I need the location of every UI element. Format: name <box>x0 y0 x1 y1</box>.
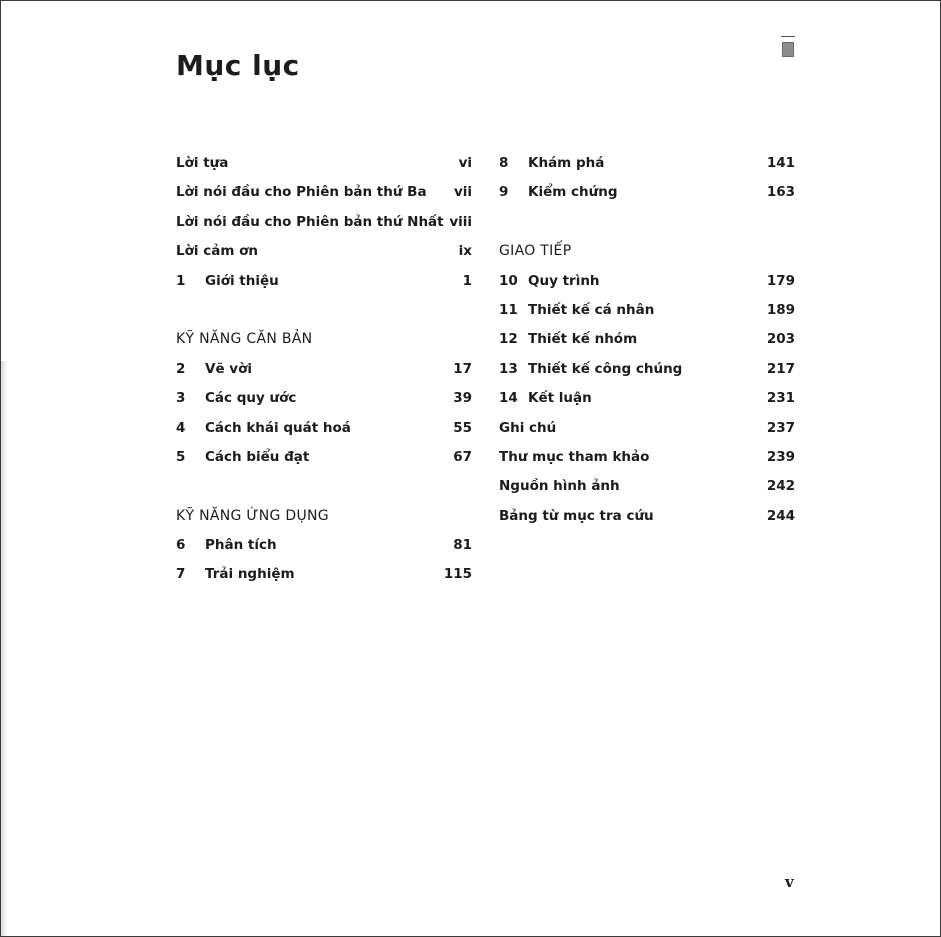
toc-entry-page-number: 1 <box>462 272 472 289</box>
page-folio: v <box>785 873 794 891</box>
page-title: Mục lục <box>176 49 300 82</box>
toc-left-column <box>176 149 472 590</box>
toc-section-heading: KỸ NĂNG CĂN BẢN <box>176 331 313 348</box>
toc-entry <box>499 178 795 207</box>
toc-entry <box>499 355 795 384</box>
toc-spacer <box>499 208 795 237</box>
toc-entry-page-number: 39 <box>453 390 472 407</box>
toc-entry-label: Cách khái quát hoá <box>205 419 351 436</box>
toc-entry <box>499 384 795 413</box>
toc-entry-number: 5 <box>176 448 186 465</box>
toc-entry-label: Nguồn hình ảnh <box>499 478 620 495</box>
toc-entry <box>499 502 795 531</box>
toc-entry-number: 9 <box>499 184 509 201</box>
toc-entry <box>176 267 472 296</box>
toc-entry-number: 14 <box>499 390 518 407</box>
toc-entry <box>499 296 795 325</box>
toc-entry <box>176 531 472 560</box>
toc-entry-label: Bảng từ mục tra cứu <box>499 507 654 524</box>
toc-spacer <box>176 472 472 501</box>
toc-entry-page-number: viii <box>449 213 472 230</box>
toc-entry-page-number: 242 <box>766 478 795 495</box>
toc-entry-label: Cách biểu đạt <box>205 448 310 465</box>
toc-entry-number: 3 <box>176 390 186 407</box>
toc-entry-label: Lời cảm ơn <box>176 243 258 260</box>
toc-entry <box>176 414 472 443</box>
toc-entry-number: 7 <box>176 566 186 583</box>
toc-entry-label: Quy trình <box>528 272 600 289</box>
toc-entry-label: Khám phá <box>528 155 605 171</box>
toc-entry-page-number: vi <box>458 155 472 171</box>
toc-section-heading: KỸ NĂNG ỨNG DỤNG <box>176 507 329 524</box>
toc-entry-page-number: 189 <box>766 301 795 318</box>
toc-entry <box>176 208 472 237</box>
toc-entry-page-number: 81 <box>453 537 472 554</box>
toc-entry-page-number: 237 <box>766 419 795 436</box>
toc-spacer <box>176 296 472 325</box>
toc-entry-page-number: 17 <box>453 360 472 377</box>
toc-entry-label: Thiết kế công chúng <box>528 360 683 377</box>
toc-entry-label: Lời tựa <box>176 155 229 171</box>
toc-entry-page-number: vii <box>453 184 472 201</box>
toc-entry-number: 2 <box>176 360 186 377</box>
toc-entry-page-number: 163 <box>766 184 795 201</box>
toc-entry-page-number: 244 <box>766 507 795 524</box>
toc-entry-label: Lời nói đầu cho Phiên bản thứ Ba <box>176 184 427 201</box>
toc-right-column <box>499 149 795 531</box>
toc-entry-label: Kiểm chứng <box>528 184 618 201</box>
toc-entry <box>499 149 795 178</box>
toc-entry-page-number: 203 <box>766 331 795 348</box>
toc-entry <box>176 443 472 472</box>
toc-entry-number: 10 <box>499 272 518 289</box>
toc-entry-number: 11 <box>499 301 518 318</box>
toc-entry <box>499 443 795 472</box>
toc-entry-page-number: 239 <box>766 448 795 465</box>
toc-entry-page-number: 55 <box>453 419 472 436</box>
toc-entry-page-number: 231 <box>766 390 795 407</box>
toc-entry-label: Trải nghiệm <box>205 566 295 583</box>
toc-entry-number: 1 <box>176 272 186 289</box>
toc-entry-number: 6 <box>176 537 186 554</box>
toc-entry-number: 12 <box>499 331 518 348</box>
toc-entry <box>176 149 472 178</box>
toc-entry-label: Thiết kế cá nhân <box>528 301 655 318</box>
toc-entry <box>176 384 472 413</box>
toc-entry-page-number: 217 <box>766 360 795 377</box>
toc-entry <box>176 237 472 266</box>
toc-entry-number: 8 <box>499 155 509 171</box>
toc-section-heading: GIAO TIẾP <box>499 243 572 260</box>
toc-entry-label: Ghi chú <box>499 419 557 436</box>
corner-marker-icon <box>781 36 795 58</box>
toc-entry <box>499 414 795 443</box>
toc-entry-label: Phân tích <box>205 537 277 554</box>
toc-entry-page-number: ix <box>458 243 472 260</box>
toc-entry <box>499 325 795 354</box>
toc-entry <box>176 178 472 207</box>
page-edge-shadow <box>1 361 7 936</box>
toc-entry-label: Giới thiệu <box>205 272 279 289</box>
toc-entry-label: Thư mục tham khảo <box>499 448 650 465</box>
toc-entry <box>176 355 472 384</box>
toc-entry-page-number: 141 <box>766 155 795 171</box>
toc-entry <box>176 560 472 589</box>
toc-entry-page-number: 67 <box>453 448 472 465</box>
toc-entry-label: Thiết kế nhóm <box>528 331 638 348</box>
toc-entry-number: 13 <box>499 360 518 377</box>
toc-entry-label: Lời nói đầu cho Phiên bản thứ Nhất <box>176 213 444 230</box>
toc-entry-page-number: 179 <box>766 272 795 289</box>
toc-entry-label: Kết luận <box>528 390 592 407</box>
toc-entry <box>499 472 795 501</box>
toc-entry-page-number: 115 <box>443 566 472 583</box>
toc-entry <box>499 267 795 296</box>
toc-entry-label: Vẽ vời <box>205 360 253 377</box>
toc-entry-number: 4 <box>176 419 186 436</box>
toc-entry-label: Các quy ước <box>205 390 297 407</box>
